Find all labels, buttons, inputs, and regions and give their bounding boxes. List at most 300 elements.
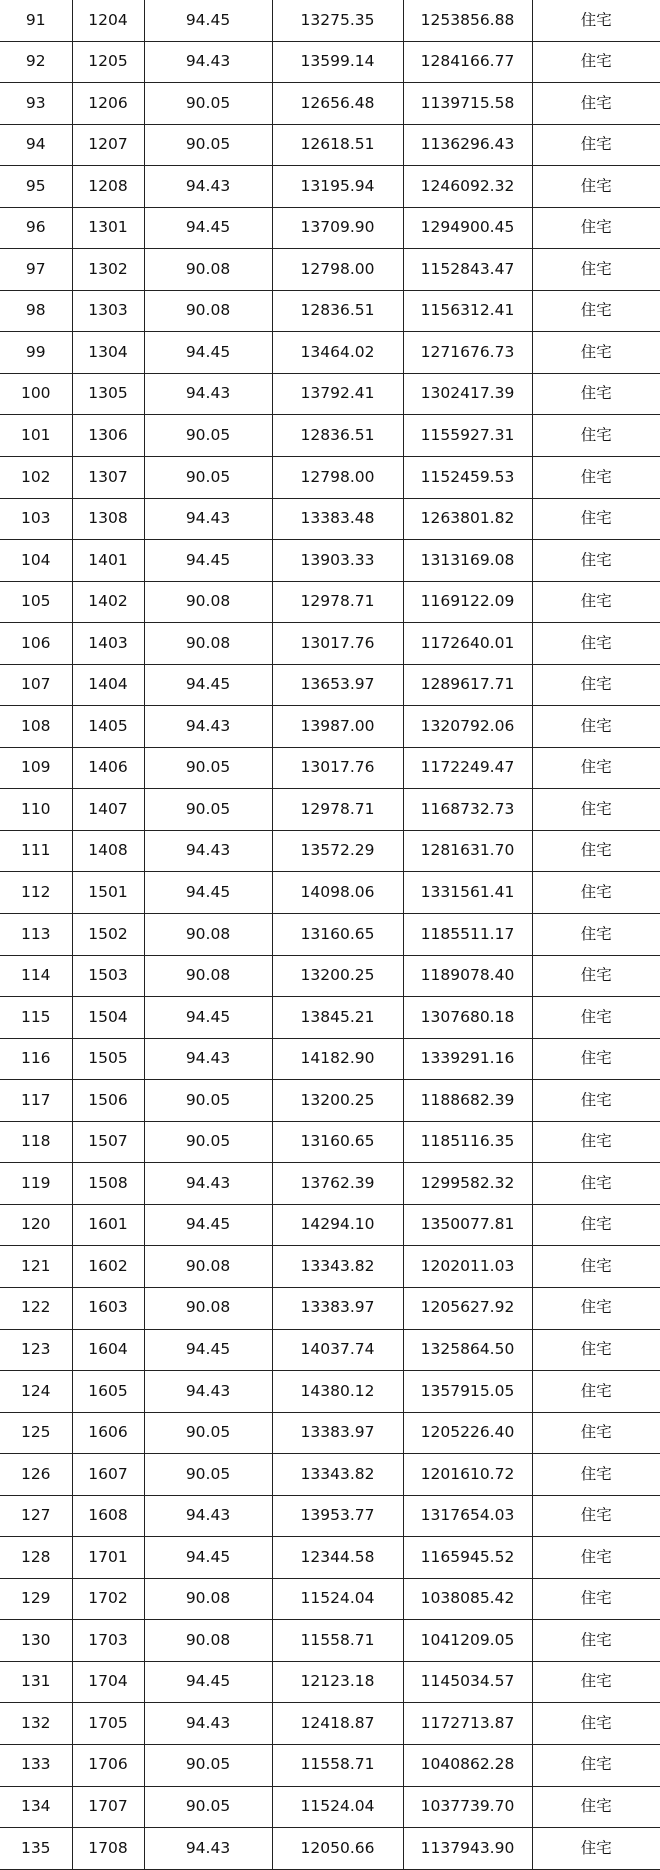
usage-cell: 住宅 bbox=[532, 830, 660, 872]
room-number-cell: 1307 bbox=[72, 457, 144, 499]
area-cell: 94.43 bbox=[144, 373, 272, 415]
table-row bbox=[0, 1454, 660, 1496]
row-number-cell: 113 bbox=[0, 914, 72, 956]
row-number-cell: 117 bbox=[0, 1080, 72, 1122]
total-price-cell: 1037739.70 bbox=[403, 1786, 532, 1828]
room-number-cell: 1304 bbox=[72, 332, 144, 374]
table-row bbox=[0, 914, 660, 956]
table-row bbox=[0, 1038, 660, 1080]
total-price-cell: 1136296.43 bbox=[403, 124, 532, 166]
unit-price-cell: 13953.77 bbox=[272, 1495, 403, 1537]
usage-cell: 住宅 bbox=[532, 747, 660, 789]
total-price-cell: 1169122.09 bbox=[403, 581, 532, 623]
room-number-cell: 1508 bbox=[72, 1163, 144, 1205]
table-row bbox=[0, 664, 660, 706]
area-cell: 94.43 bbox=[144, 706, 272, 748]
area-cell: 90.08 bbox=[144, 1578, 272, 1620]
row-number-cell: 112 bbox=[0, 872, 72, 914]
area-cell: 90.08 bbox=[144, 581, 272, 623]
unit-price-cell: 13903.33 bbox=[272, 540, 403, 582]
total-price-cell: 1289617.71 bbox=[403, 664, 532, 706]
room-number-cell: 1407 bbox=[72, 789, 144, 831]
row-number-cell: 123 bbox=[0, 1329, 72, 1371]
usage-cell: 住宅 bbox=[532, 997, 660, 1039]
row-number-cell: 99 bbox=[0, 332, 72, 374]
room-number-cell: 1408 bbox=[72, 830, 144, 872]
room-number-cell: 1205 bbox=[72, 41, 144, 83]
unit-price-cell: 12123.18 bbox=[272, 1661, 403, 1703]
area-cell: 94.45 bbox=[144, 1329, 272, 1371]
total-price-cell: 1156312.41 bbox=[403, 290, 532, 332]
table-row bbox=[0, 997, 660, 1039]
row-number-cell: 110 bbox=[0, 789, 72, 831]
unit-price-cell: 13572.29 bbox=[272, 830, 403, 872]
area-cell: 90.05 bbox=[144, 83, 272, 125]
table-row bbox=[0, 1661, 660, 1703]
unit-price-cell: 13383.48 bbox=[272, 498, 403, 540]
room-number-cell: 1608 bbox=[72, 1495, 144, 1537]
unit-price-cell: 13200.25 bbox=[272, 1080, 403, 1122]
area-cell: 94.43 bbox=[144, 1038, 272, 1080]
total-price-cell: 1041209.05 bbox=[403, 1620, 532, 1662]
table-row bbox=[0, 1121, 660, 1163]
usage-cell: 住宅 bbox=[532, 1371, 660, 1413]
table-row bbox=[0, 457, 660, 499]
unit-price-cell: 12798.00 bbox=[272, 457, 403, 499]
room-number-cell: 1301 bbox=[72, 207, 144, 249]
area-cell: 90.08 bbox=[144, 249, 272, 291]
row-number-cell: 107 bbox=[0, 664, 72, 706]
total-price-cell: 1185116.35 bbox=[403, 1121, 532, 1163]
row-number-cell: 95 bbox=[0, 166, 72, 208]
area-cell: 90.05 bbox=[144, 1412, 272, 1454]
row-number-cell: 118 bbox=[0, 1121, 72, 1163]
table-row bbox=[0, 1744, 660, 1786]
row-number-cell: 122 bbox=[0, 1287, 72, 1329]
unit-price-cell: 13275.35 bbox=[272, 0, 403, 41]
total-price-cell: 1246092.32 bbox=[403, 166, 532, 208]
table-row bbox=[0, 373, 660, 415]
unit-price-cell: 12344.58 bbox=[272, 1537, 403, 1579]
usage-cell: 住宅 bbox=[532, 540, 660, 582]
area-cell: 90.05 bbox=[144, 1121, 272, 1163]
usage-cell: 住宅 bbox=[532, 1163, 660, 1205]
room-number-cell: 1403 bbox=[72, 623, 144, 665]
row-number-cell: 132 bbox=[0, 1703, 72, 1745]
table-row bbox=[0, 166, 660, 208]
unit-price-cell: 12618.51 bbox=[272, 124, 403, 166]
row-number-cell: 115 bbox=[0, 997, 72, 1039]
area-cell: 94.43 bbox=[144, 1371, 272, 1413]
unit-price-cell: 13464.02 bbox=[272, 332, 403, 374]
unit-price-cell: 12798.00 bbox=[272, 249, 403, 291]
total-price-cell: 1339291.16 bbox=[403, 1038, 532, 1080]
area-cell: 90.08 bbox=[144, 1246, 272, 1288]
unit-price-cell: 11524.04 bbox=[272, 1578, 403, 1620]
area-cell: 94.45 bbox=[144, 664, 272, 706]
total-price-cell: 1317654.03 bbox=[403, 1495, 532, 1537]
unit-price-cell: 13343.82 bbox=[272, 1454, 403, 1496]
room-number-cell: 1208 bbox=[72, 166, 144, 208]
total-price-cell: 1205226.40 bbox=[403, 1412, 532, 1454]
usage-cell: 住宅 bbox=[532, 1204, 660, 1246]
unit-price-cell: 13383.97 bbox=[272, 1287, 403, 1329]
room-number-cell: 1502 bbox=[72, 914, 144, 956]
total-price-cell: 1271676.73 bbox=[403, 332, 532, 374]
row-number-cell: 133 bbox=[0, 1744, 72, 1786]
usage-cell: 住宅 bbox=[532, 1038, 660, 1080]
row-number-cell: 128 bbox=[0, 1537, 72, 1579]
usage-cell: 住宅 bbox=[532, 290, 660, 332]
table-row bbox=[0, 249, 660, 291]
row-number-cell: 114 bbox=[0, 955, 72, 997]
room-number-cell: 1204 bbox=[72, 0, 144, 41]
row-number-cell: 103 bbox=[0, 498, 72, 540]
row-number-cell: 101 bbox=[0, 415, 72, 457]
unit-price-cell: 14294.10 bbox=[272, 1204, 403, 1246]
unit-price-cell: 12978.71 bbox=[272, 581, 403, 623]
row-number-cell: 109 bbox=[0, 747, 72, 789]
room-number-cell: 1507 bbox=[72, 1121, 144, 1163]
table-row bbox=[0, 290, 660, 332]
room-number-cell: 1605 bbox=[72, 1371, 144, 1413]
usage-cell: 住宅 bbox=[532, 1495, 660, 1537]
area-cell: 94.45 bbox=[144, 332, 272, 374]
unit-price-cell: 13195.94 bbox=[272, 166, 403, 208]
unit-price-cell: 12050.66 bbox=[272, 1828, 403, 1870]
area-cell: 90.08 bbox=[144, 1620, 272, 1662]
usage-cell: 住宅 bbox=[532, 664, 660, 706]
room-number-cell: 1504 bbox=[72, 997, 144, 1039]
row-number-cell: 121 bbox=[0, 1246, 72, 1288]
room-number-cell: 1503 bbox=[72, 955, 144, 997]
total-price-cell: 1202011.03 bbox=[403, 1246, 532, 1288]
table-row bbox=[0, 581, 660, 623]
row-number-cell: 94 bbox=[0, 124, 72, 166]
room-number-cell: 1606 bbox=[72, 1412, 144, 1454]
table-row bbox=[0, 1329, 660, 1371]
total-price-cell: 1040862.28 bbox=[403, 1744, 532, 1786]
total-price-cell: 1281631.70 bbox=[403, 830, 532, 872]
area-cell: 90.05 bbox=[144, 457, 272, 499]
usage-cell: 住宅 bbox=[532, 914, 660, 956]
usage-cell: 住宅 bbox=[532, 1828, 660, 1870]
table-row bbox=[0, 706, 660, 748]
room-number-cell: 1306 bbox=[72, 415, 144, 457]
total-price-cell: 1185511.17 bbox=[403, 914, 532, 956]
total-price-cell: 1331561.41 bbox=[403, 872, 532, 914]
usage-cell: 住宅 bbox=[532, 1080, 660, 1122]
usage-cell: 住宅 bbox=[532, 332, 660, 374]
area-cell: 94.45 bbox=[144, 1204, 272, 1246]
area-cell: 94.43 bbox=[144, 41, 272, 83]
area-cell: 90.08 bbox=[144, 914, 272, 956]
usage-cell: 住宅 bbox=[532, 706, 660, 748]
row-number-cell: 102 bbox=[0, 457, 72, 499]
usage-cell: 住宅 bbox=[532, 1454, 660, 1496]
table-row bbox=[0, 1786, 660, 1828]
usage-cell: 住宅 bbox=[532, 1412, 660, 1454]
total-price-cell: 1320792.06 bbox=[403, 706, 532, 748]
room-number-cell: 1706 bbox=[72, 1744, 144, 1786]
unit-price-cell: 13343.82 bbox=[272, 1246, 403, 1288]
area-cell: 94.45 bbox=[144, 207, 272, 249]
area-cell: 94.45 bbox=[144, 0, 272, 41]
area-cell: 94.45 bbox=[144, 1537, 272, 1579]
room-number-cell: 1406 bbox=[72, 747, 144, 789]
total-price-cell: 1139715.58 bbox=[403, 83, 532, 125]
table-row bbox=[0, 1703, 660, 1745]
unit-price-cell: 11558.71 bbox=[272, 1744, 403, 1786]
room-number-cell: 1702 bbox=[72, 1578, 144, 1620]
total-price-cell: 1253856.88 bbox=[403, 0, 532, 41]
unit-price-cell: 13709.90 bbox=[272, 207, 403, 249]
total-price-cell: 1294900.45 bbox=[403, 207, 532, 249]
row-number-cell: 119 bbox=[0, 1163, 72, 1205]
area-cell: 90.05 bbox=[144, 1454, 272, 1496]
room-number-cell: 1308 bbox=[72, 498, 144, 540]
total-price-cell: 1152459.53 bbox=[403, 457, 532, 499]
room-number-cell: 1402 bbox=[72, 581, 144, 623]
total-price-cell: 1172640.01 bbox=[403, 623, 532, 665]
total-price-cell: 1201610.72 bbox=[403, 1454, 532, 1496]
usage-cell: 住宅 bbox=[532, 207, 660, 249]
usage-cell: 住宅 bbox=[532, 415, 660, 457]
table-row bbox=[0, 872, 660, 914]
usage-cell: 住宅 bbox=[532, 1620, 660, 1662]
area-cell: 90.05 bbox=[144, 747, 272, 789]
area-cell: 94.43 bbox=[144, 1703, 272, 1745]
row-number-cell: 120 bbox=[0, 1204, 72, 1246]
usage-cell: 住宅 bbox=[532, 0, 660, 41]
room-number-cell: 1207 bbox=[72, 124, 144, 166]
unit-price-cell: 13653.97 bbox=[272, 664, 403, 706]
area-cell: 90.05 bbox=[144, 124, 272, 166]
total-price-cell: 1188682.39 bbox=[403, 1080, 532, 1122]
total-price-cell: 1155927.31 bbox=[403, 415, 532, 457]
unit-price-cell: 13160.65 bbox=[272, 914, 403, 956]
table-row bbox=[0, 1578, 660, 1620]
room-number-cell: 1704 bbox=[72, 1661, 144, 1703]
area-cell: 94.45 bbox=[144, 1661, 272, 1703]
usage-cell: 住宅 bbox=[532, 1329, 660, 1371]
room-number-cell: 1302 bbox=[72, 249, 144, 291]
table-row bbox=[0, 415, 660, 457]
table-row bbox=[0, 41, 660, 83]
usage-cell: 住宅 bbox=[532, 1537, 660, 1579]
area-cell: 94.43 bbox=[144, 1828, 272, 1870]
usage-cell: 住宅 bbox=[532, 166, 660, 208]
row-number-cell: 92 bbox=[0, 41, 72, 83]
row-number-cell: 98 bbox=[0, 290, 72, 332]
table-row bbox=[0, 0, 660, 41]
usage-cell: 住宅 bbox=[532, 1661, 660, 1703]
table-row bbox=[0, 747, 660, 789]
usage-cell: 住宅 bbox=[532, 1703, 660, 1745]
usage-cell: 住宅 bbox=[532, 373, 660, 415]
usage-cell: 住宅 bbox=[532, 1578, 660, 1620]
unit-price-cell: 12656.48 bbox=[272, 83, 403, 125]
area-cell: 94.43 bbox=[144, 1163, 272, 1205]
unit-price-cell: 13762.39 bbox=[272, 1163, 403, 1205]
total-price-cell: 1299582.32 bbox=[403, 1163, 532, 1205]
row-number-cell: 130 bbox=[0, 1620, 72, 1662]
room-number-cell: 1701 bbox=[72, 1537, 144, 1579]
usage-cell: 住宅 bbox=[532, 1744, 660, 1786]
row-number-cell: 116 bbox=[0, 1038, 72, 1080]
table-row bbox=[0, 124, 660, 166]
room-number-cell: 1708 bbox=[72, 1828, 144, 1870]
table-row bbox=[0, 1620, 660, 1662]
usage-cell: 住宅 bbox=[532, 124, 660, 166]
unit-price-cell: 13845.21 bbox=[272, 997, 403, 1039]
table-row bbox=[0, 1246, 660, 1288]
room-number-cell: 1705 bbox=[72, 1703, 144, 1745]
usage-cell: 住宅 bbox=[532, 1246, 660, 1288]
unit-price-cell: 13383.97 bbox=[272, 1412, 403, 1454]
unit-price-cell: 14380.12 bbox=[272, 1371, 403, 1413]
table-row bbox=[0, 1412, 660, 1454]
unit-price-cell: 11558.71 bbox=[272, 1620, 403, 1662]
total-price-cell: 1263801.82 bbox=[403, 498, 532, 540]
area-cell: 94.43 bbox=[144, 166, 272, 208]
room-number-cell: 1303 bbox=[72, 290, 144, 332]
unit-price-cell: 12836.51 bbox=[272, 415, 403, 457]
row-number-cell: 105 bbox=[0, 581, 72, 623]
row-number-cell: 127 bbox=[0, 1495, 72, 1537]
table-row bbox=[0, 1371, 660, 1413]
table-row bbox=[0, 207, 660, 249]
area-cell: 94.43 bbox=[144, 498, 272, 540]
area-cell: 94.45 bbox=[144, 997, 272, 1039]
usage-cell: 住宅 bbox=[532, 83, 660, 125]
unit-price-cell: 13200.25 bbox=[272, 955, 403, 997]
total-price-cell: 1189078.40 bbox=[403, 955, 532, 997]
total-price-cell: 1137943.90 bbox=[403, 1828, 532, 1870]
table-row bbox=[0, 1287, 660, 1329]
table-row bbox=[0, 830, 660, 872]
table-row bbox=[0, 623, 660, 665]
row-number-cell: 106 bbox=[0, 623, 72, 665]
area-cell: 90.05 bbox=[144, 789, 272, 831]
row-number-cell: 96 bbox=[0, 207, 72, 249]
area-cell: 90.05 bbox=[144, 1080, 272, 1122]
area-cell: 94.43 bbox=[144, 830, 272, 872]
table-row bbox=[0, 1495, 660, 1537]
room-number-cell: 1404 bbox=[72, 664, 144, 706]
usage-cell: 住宅 bbox=[532, 872, 660, 914]
row-number-cell: 100 bbox=[0, 373, 72, 415]
room-number-cell: 1603 bbox=[72, 1287, 144, 1329]
area-cell: 94.45 bbox=[144, 540, 272, 582]
table-row bbox=[0, 83, 660, 125]
row-number-cell: 134 bbox=[0, 1786, 72, 1828]
area-cell: 90.05 bbox=[144, 1744, 272, 1786]
usage-cell: 住宅 bbox=[532, 581, 660, 623]
room-number-cell: 1602 bbox=[72, 1246, 144, 1288]
usage-cell: 住宅 bbox=[532, 41, 660, 83]
table-row bbox=[0, 955, 660, 997]
total-price-cell: 1302417.39 bbox=[403, 373, 532, 415]
row-number-cell: 104 bbox=[0, 540, 72, 582]
row-number-cell: 111 bbox=[0, 830, 72, 872]
usage-cell: 住宅 bbox=[532, 1786, 660, 1828]
unit-price-cell: 14037.74 bbox=[272, 1329, 403, 1371]
total-price-cell: 1350077.81 bbox=[403, 1204, 532, 1246]
total-price-cell: 1205627.92 bbox=[403, 1287, 532, 1329]
total-price-cell: 1168732.73 bbox=[403, 789, 532, 831]
row-number-cell: 131 bbox=[0, 1661, 72, 1703]
unit-price-cell: 13160.65 bbox=[272, 1121, 403, 1163]
area-cell: 90.05 bbox=[144, 415, 272, 457]
room-number-cell: 1405 bbox=[72, 706, 144, 748]
table-row bbox=[0, 498, 660, 540]
usage-cell: 住宅 bbox=[532, 498, 660, 540]
room-number-cell: 1206 bbox=[72, 83, 144, 125]
usage-cell: 住宅 bbox=[532, 1121, 660, 1163]
table-row bbox=[0, 540, 660, 582]
usage-cell: 住宅 bbox=[532, 457, 660, 499]
total-price-cell: 1313169.08 bbox=[403, 540, 532, 582]
unit-price-cell: 12978.71 bbox=[272, 789, 403, 831]
area-cell: 90.05 bbox=[144, 1786, 272, 1828]
total-price-cell: 1172249.47 bbox=[403, 747, 532, 789]
total-price-cell: 1307680.18 bbox=[403, 997, 532, 1039]
usage-cell: 住宅 bbox=[532, 789, 660, 831]
usage-cell: 住宅 bbox=[532, 249, 660, 291]
table-row bbox=[0, 1828, 660, 1870]
room-number-cell: 1501 bbox=[72, 872, 144, 914]
row-number-cell: 125 bbox=[0, 1412, 72, 1454]
total-price-cell: 1325864.50 bbox=[403, 1329, 532, 1371]
total-price-cell: 1038085.42 bbox=[403, 1578, 532, 1620]
room-number-cell: 1703 bbox=[72, 1620, 144, 1662]
row-number-cell: 108 bbox=[0, 706, 72, 748]
room-number-cell: 1505 bbox=[72, 1038, 144, 1080]
usage-cell: 住宅 bbox=[532, 955, 660, 997]
area-cell: 90.08 bbox=[144, 1287, 272, 1329]
unit-price-cell: 14182.90 bbox=[272, 1038, 403, 1080]
room-number-cell: 1506 bbox=[72, 1080, 144, 1122]
row-number-cell: 93 bbox=[0, 83, 72, 125]
row-number-cell: 124 bbox=[0, 1371, 72, 1413]
room-number-cell: 1607 bbox=[72, 1454, 144, 1496]
room-number-cell: 1401 bbox=[72, 540, 144, 582]
usage-cell: 住宅 bbox=[532, 1287, 660, 1329]
unit-price-cell: 13987.00 bbox=[272, 706, 403, 748]
unit-price-cell: 13792.41 bbox=[272, 373, 403, 415]
row-number-cell: 129 bbox=[0, 1578, 72, 1620]
unit-price-cell: 13599.14 bbox=[272, 41, 403, 83]
room-number-cell: 1305 bbox=[72, 373, 144, 415]
total-price-cell: 1152843.47 bbox=[403, 249, 532, 291]
room-number-cell: 1601 bbox=[72, 1204, 144, 1246]
unit-price-cell: 12418.87 bbox=[272, 1703, 403, 1745]
total-price-cell: 1165945.52 bbox=[403, 1537, 532, 1579]
unit-price-cell: 14098.06 bbox=[272, 872, 403, 914]
total-price-cell: 1145034.57 bbox=[403, 1661, 532, 1703]
total-price-cell: 1357915.05 bbox=[403, 1371, 532, 1413]
area-cell: 90.08 bbox=[144, 623, 272, 665]
total-price-cell: 1284166.77 bbox=[403, 41, 532, 83]
area-cell: 94.45 bbox=[144, 872, 272, 914]
unit-price-cell: 13017.76 bbox=[272, 747, 403, 789]
table-row bbox=[0, 332, 660, 374]
room-number-cell: 1604 bbox=[72, 1329, 144, 1371]
area-cell: 94.43 bbox=[144, 1495, 272, 1537]
unit-price-cell: 11524.04 bbox=[272, 1786, 403, 1828]
area-cell: 90.08 bbox=[144, 290, 272, 332]
